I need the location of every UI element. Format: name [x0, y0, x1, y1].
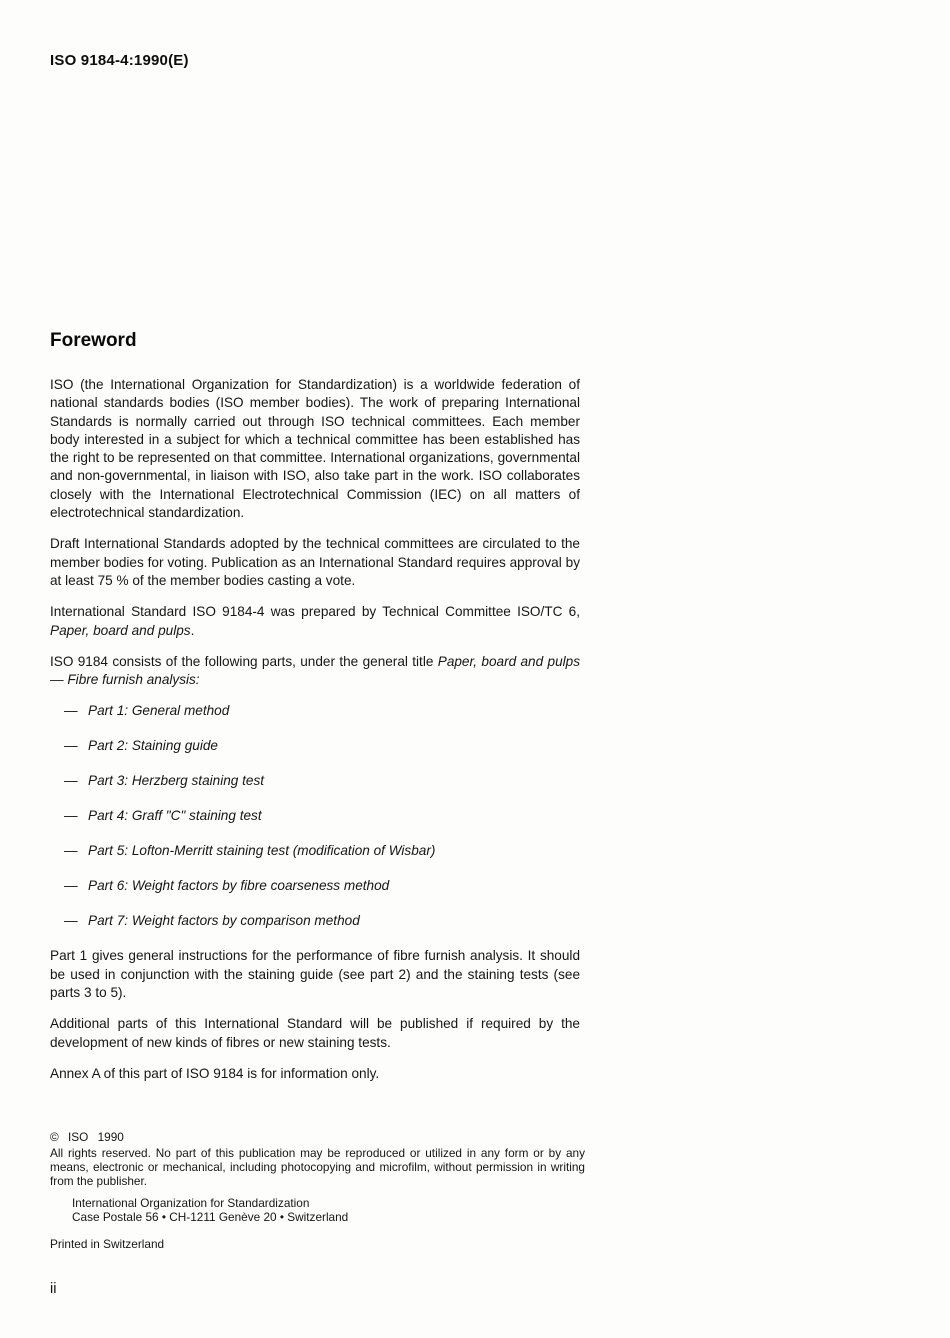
- list-item: [50, 702, 580, 720]
- part-2-label: Part 2: Staining guide: [88, 738, 218, 754]
- paragraph-series-intro-text: ISO 9184 consists of the following parts, under the general title: [50, 653, 438, 669]
- copyright-line: © ISO 1990: [50, 1130, 124, 1144]
- list-item: [50, 772, 580, 790]
- printed-in-line: Printed in Switzerland: [50, 1236, 165, 1251]
- part-4-label: Part 4: Graff "C" staining test: [88, 808, 262, 824]
- part-1-label: Part 1: General method: [88, 703, 230, 719]
- part-3-label: Part 3: Herzberg staining test: [88, 773, 265, 789]
- paragraph-prepared-by: [50, 603, 580, 640]
- page-number: ii: [50, 1281, 57, 1297]
- publisher-name: International Organization for Standardization: [72, 1196, 310, 1211]
- list-item-dash: —: [64, 843, 78, 859]
- list-item: [50, 737, 580, 755]
- list-item-dash: —: [64, 878, 78, 894]
- part-7-label: Part 7: Weight factors by comparison method: [88, 913, 360, 929]
- paragraph-prepared-by-text: International Standard ISO 9184-4 was prepared by Technical Committee ISO/TC 6,: [50, 604, 580, 620]
- paragraph-annex-note: Annex A of this part of ISO 9184 is for information only.: [50, 1065, 380, 1081]
- paragraph-part1-instructions: Part 1 gives general instructions for the performance of fibre furnish analysis. It should be used in conjunction with the staining guide (see part 2) and the staining tests (see parts 3 to 5).: [50, 948, 580, 1001]
- list-item-dash: —: [64, 773, 78, 789]
- foreword-section: [50, 330, 580, 1096]
- rights-statement: All rights reserved. No part of this publication may be reproduced or utilized in any form or by any means, electronic or mechanical, including photocopying and microfilm, without permission in writing from the publisher.: [50, 1146, 585, 1188]
- paragraph-prepared-by-italic-title: Paper, board and pulps: [50, 622, 191, 638]
- paragraph-series-intro: [50, 653, 580, 690]
- paragraph-series-intro-italic-title: Paper, board and pulps — Fibre furnish analysis:: [50, 653, 581, 688]
- list-item-dash: —: [64, 738, 78, 754]
- foreword-title: Foreword: [50, 330, 137, 351]
- list-item-dash: —: [64, 703, 78, 719]
- copyright-footer: [50, 1130, 585, 1251]
- list-item: [50, 877, 580, 895]
- part-6-label: Part 6: Weight factors by fibre coarseness method: [88, 878, 390, 894]
- list-item: [50, 807, 580, 825]
- document-reference-header: ISO 9184-4:1990(E): [50, 52, 189, 69]
- list-item: [50, 912, 580, 930]
- list-item-dash: —: [64, 808, 78, 824]
- part-5-label: Part 5: Lofton-Merritt staining test (modification of Wisbar): [88, 843, 436, 859]
- paragraph-prepared-by-period: .: [190, 622, 195, 638]
- publisher-address-block: [72, 1197, 585, 1225]
- list-item: [50, 842, 580, 860]
- paragraph-additional-parts: Additional parts of this International Standard will be published if required by the development of new kinds of fibres or new staining tests.: [50, 1016, 580, 1050]
- publisher-address: Case Postale 56 • CH-1211 Genève 20 • Switzerland: [72, 1210, 349, 1225]
- paragraph-draft-standards: Draft International Standards adopted by the technical committees are circulated to the member bodies for voting. Publication as an International Standard requires approval by at least 75 % of the member bodies casting a vote.: [50, 536, 580, 588]
- parts-list: [50, 702, 580, 930]
- list-item-dash: —: [64, 913, 78, 929]
- paragraph-iso-description: ISO (the International Organization for Standardization) is a worldwide federation of national standards bodies (ISO member bodies). The work of preparing International Standards is normally carried out through ISO technical committees. Each member body interested in a subject for which a technical committee has been established has the right to be represented on that committee. International organizations, governmental and non-governmental, in liaison with ISO, also take part in the work. ISO collaborates closely with the International Electrotechnical Commission (IEC) on all matters of electrotechnical standardization.: [50, 377, 580, 521]
